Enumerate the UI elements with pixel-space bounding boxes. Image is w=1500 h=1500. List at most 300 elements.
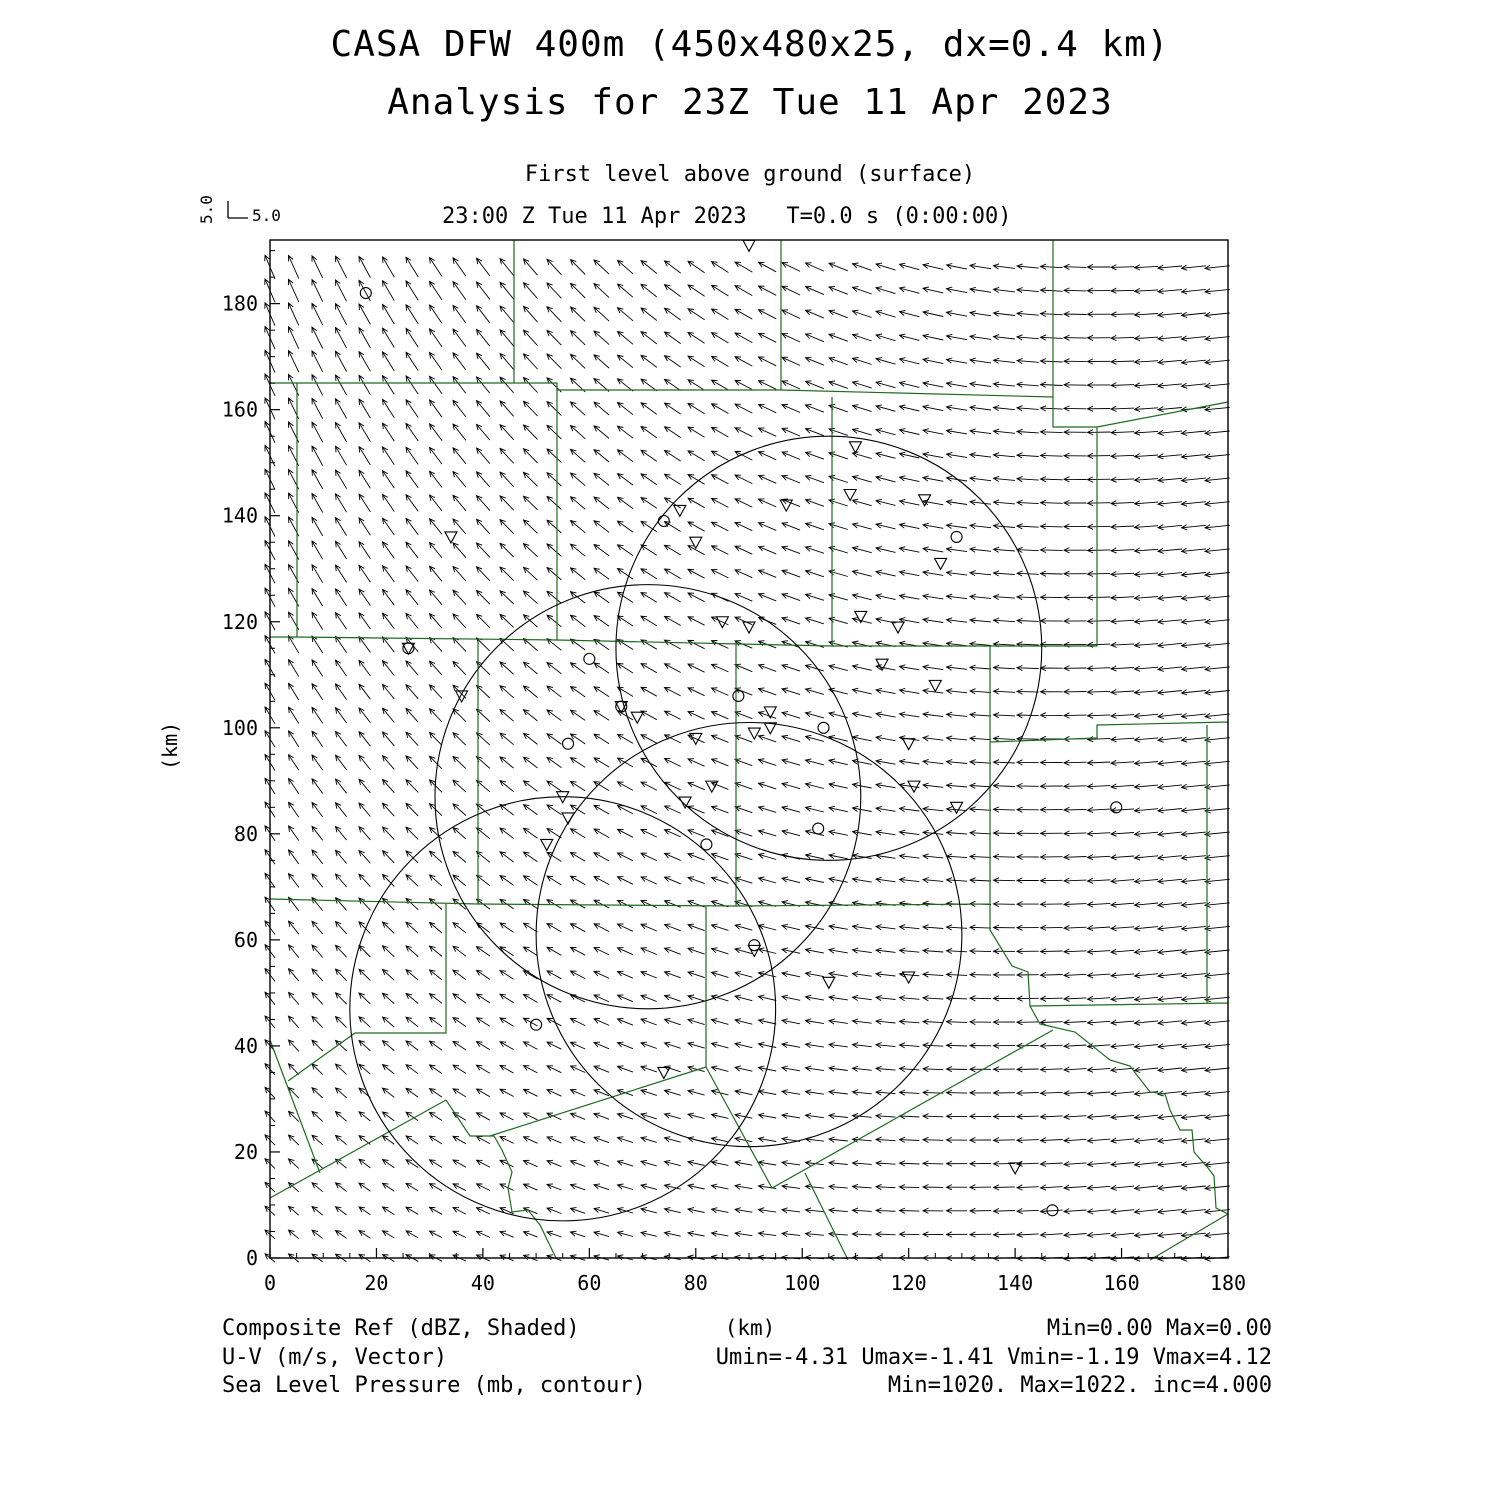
county-boundary [270,1040,320,1173]
wind-vector [477,353,490,370]
wind-vector [500,448,514,463]
wind-vector [383,376,395,395]
wind-vector [336,613,347,630]
wind-vector [641,427,657,438]
wind-vector [923,878,943,883]
wind-vector [876,358,896,365]
wind-vector [806,263,824,271]
wind-vector [430,424,443,441]
wind-vector [1205,454,1230,459]
wind-vector [1158,477,1182,482]
wind-vector [782,617,800,624]
wind-vector [1017,1114,1039,1119]
wind-vector [923,570,943,575]
wind-vector [430,970,443,980]
wind-vector [359,613,370,629]
wind-vector [477,424,490,440]
wind-vector [1135,1091,1159,1096]
wind-vector [1017,1067,1039,1072]
wind-vector [853,1066,872,1071]
wind-vector [336,1135,347,1144]
wind-vector [712,759,729,766]
wind-vector [806,594,824,601]
station-triangle [690,537,702,548]
wind-vector [289,1135,299,1145]
wind-vector [665,498,681,508]
station-triangle [903,972,915,983]
wind-vector [500,662,514,674]
wind-vector [1017,665,1039,670]
wind-vector [876,263,896,270]
wind-vector [477,496,490,511]
wind-vector [806,499,824,506]
wind-vector [618,948,634,955]
wind-vector [665,948,681,955]
wind-vector [1017,406,1039,411]
wind-vector [1064,1138,1087,1143]
wind-vector [289,850,299,864]
wind-vector [759,523,777,531]
wind-vector [829,310,848,318]
county-boundary [1053,397,1228,427]
wind-vector [947,287,968,293]
wind-vector [1111,1044,1134,1049]
wind-vector [430,400,443,417]
wind-vector [524,354,538,369]
wind-vector [970,453,991,458]
wind-vector [665,853,681,860]
wind-vector [876,925,896,930]
wind-vector [947,429,968,434]
wind-vector [806,712,824,718]
wind-vector [688,853,705,860]
wind-vector [453,1065,466,1073]
wind-vector [289,1016,299,1028]
wind-vector [618,1160,634,1166]
wind-vector [430,875,443,886]
wind-vector [1064,925,1087,930]
wind-vector [500,259,514,276]
wind-vector [970,476,991,481]
wind-vector [1041,382,1063,387]
wind-vector [853,1043,872,1048]
wind-vector [453,970,466,980]
wind-vector [1182,596,1206,601]
wind-vector [876,334,896,341]
wind-vector [923,736,943,741]
wind-vector [735,735,752,742]
wind-vector [712,1042,729,1048]
wind-vector [406,1065,418,1074]
wind-vector [336,1207,347,1215]
wind-vector [994,1161,1015,1166]
wind-vector [735,782,752,789]
wind-vector [571,402,586,415]
wind-vector [500,425,514,440]
wind-vector [782,924,800,930]
wind-vector [571,1160,586,1166]
wind-vector [712,877,729,884]
wind-vector [430,1160,443,1168]
wind-vector [594,1066,609,1073]
wind-vector [853,972,872,977]
wind-vector [876,310,896,317]
wind-vector [876,381,896,388]
wind-vector [571,568,586,580]
wind-vector [1111,501,1134,506]
wind-vector [1182,289,1206,294]
station-triangle [456,691,468,702]
wind-vector [688,522,705,531]
wind-vector [806,475,824,482]
wind-vector [994,665,1015,670]
wind-vector [665,1231,681,1236]
wind-vector [641,545,657,555]
wind-vector [500,994,514,1003]
wind-vector [336,803,347,817]
wind-vector [1158,1044,1182,1049]
wind-vector [312,1230,323,1238]
wind-vector [406,305,418,324]
wind-vector [688,664,705,672]
wind-vector [876,429,896,435]
wind-vector [1182,666,1206,671]
wind-vector [1017,1020,1039,1025]
wind-vector [1158,949,1182,954]
wind-vector [594,734,609,744]
wind-vector [594,829,609,838]
wind-vector [547,283,561,298]
wind-vector [430,994,443,1004]
level-label: First level above ground (surface) [524,162,976,187]
wind-vector [923,1208,943,1213]
wind-vector [383,518,395,535]
wind-vector [500,852,514,862]
wind-vector [1205,1233,1230,1238]
wind-vector [759,877,777,883]
wind-vector [571,876,586,885]
wind-vector [1205,1162,1230,1167]
wind-vector [665,664,681,673]
wind-vector [1111,454,1134,459]
wind-vector [289,826,299,841]
wind-vector [876,712,896,717]
wind-vector [618,331,634,344]
wind-vector [688,711,705,719]
wind-vector [500,1137,514,1144]
wind-vector [876,1066,896,1071]
wind-vector [1182,1233,1206,1238]
wind-vector [1088,335,1111,340]
wind-vector [336,874,347,887]
wind-vector [571,497,586,509]
wind-vector [947,452,968,457]
wind-vector [406,328,418,347]
footer-field-1-stats: Min=0.00 Max=0.00 [1046,1316,1272,1341]
wind-vector [406,566,418,582]
wind-vector [547,330,561,345]
station-circle [1111,802,1122,813]
wind-vector [1088,737,1111,742]
wind-vector [547,615,561,627]
wind-vector [641,948,657,955]
wind-vector [994,1138,1015,1143]
wind-vector [359,1159,370,1168]
wind-vector [735,1090,752,1095]
wind-vector [1041,996,1063,1001]
wind-vector [1158,1067,1182,1072]
wind-vector [1205,619,1230,624]
wind-vector [1088,1162,1111,1167]
wind-vector [641,284,657,297]
wind-vector [759,1113,777,1118]
wind-vector [500,543,514,557]
wind-vector [1088,571,1111,576]
wind-vector [1111,926,1134,931]
wind-vector [665,356,681,367]
y-tick-label: 60 [233,927,258,952]
wind-vector [547,568,561,580]
wind-vector [1135,690,1159,695]
wind-vector [665,285,681,297]
wind-vector [876,1232,896,1237]
wind-vector [500,1018,514,1026]
wind-vector [359,542,370,559]
wind-vector [665,1208,681,1213]
wind-vector [312,969,323,981]
wind-vector [970,736,991,741]
wind-vector [876,995,896,1000]
wind-vector [1205,926,1230,931]
wind-vector [453,1089,466,1097]
wind-vector [618,900,634,907]
wind-vector [947,925,968,930]
wind-vector [1158,336,1182,341]
wind-vector [289,874,299,888]
wind-vector [641,1160,657,1166]
wind-vector [665,995,681,1001]
wind-vector [406,780,418,793]
wind-vector [1064,264,1087,269]
wind-vector [524,923,538,932]
wind-vector [970,878,991,883]
wind-vector [1088,878,1111,883]
wind-vector [359,470,370,488]
wind-vector [1158,902,1182,907]
wind-vector [359,1017,370,1028]
wind-vector [1135,879,1159,884]
wind-vector [806,1043,824,1048]
wind-vector [876,972,896,977]
wind-vector [359,946,370,958]
wind-vector [665,688,681,696]
x-tick-label: 80 [683,1271,708,1295]
wind-vector [1088,1185,1111,1190]
wind-vector [406,590,418,605]
wind-vector [312,517,323,536]
wind-vector [1135,1185,1159,1190]
wind-vector [1135,406,1159,411]
county-boundary [736,646,990,906]
wind-vector [782,948,800,953]
wind-vector [383,1112,395,1121]
wind-vector [524,781,538,791]
wind-vector [759,404,777,412]
county-boundaries [270,240,1228,1260]
wind-vector [712,380,729,390]
wind-vector [853,665,872,671]
wind-vector [1182,478,1206,483]
wind-vector [641,403,657,415]
wind-vector [547,449,561,463]
county-boundary [270,1100,446,1198]
wind-vector [289,945,299,958]
y-tick-label: 20 [233,1139,258,1164]
wind-vector [782,475,800,483]
wind-vector [571,758,586,768]
wind-vector [312,327,323,348]
wind-vector [1158,430,1182,435]
wind-vector [406,851,418,863]
wind-vector [641,450,657,461]
wind-vector [806,1113,824,1118]
wind-vector [547,307,561,322]
wind-vector [1041,288,1063,293]
wind-vector [547,924,561,932]
wind-vector [524,401,538,416]
wind-vector [712,475,729,484]
wind-vector [735,546,752,554]
wind-vector [430,827,443,839]
wind-vector [947,1137,968,1142]
wind-vector [1205,949,1230,954]
wind-vector [994,453,1015,458]
wind-vector [312,755,323,770]
wind-vector [853,688,872,694]
wind-vector [430,899,443,910]
station-triangle [935,558,947,569]
wind-vector [1205,666,1230,671]
wind-vector [641,1184,657,1189]
wind-vector [1111,666,1134,671]
wind-vector [524,828,538,838]
wind-vector [923,382,943,388]
wind-vector [665,522,681,532]
wind-vector [453,1018,466,1027]
wind-vector [383,1207,395,1215]
wind-vector [1182,1067,1206,1072]
wind-vector [900,1066,920,1071]
wind-vector [618,877,634,885]
wind-vector [406,257,418,277]
wind-vector [712,427,729,437]
wind-vector [618,1113,634,1119]
wind-vector [994,925,1015,930]
wind-vector [1158,501,1182,506]
wind-vector [430,638,443,652]
wind-vector [1111,1114,1134,1119]
wind-vector [900,807,920,812]
reference-vector-icon [228,201,248,218]
wind-vector [571,1208,586,1214]
wind-vector [735,428,752,437]
wind-vector [477,567,490,581]
wind-vector [594,924,609,932]
wind-vector [712,451,729,460]
wind-vector [336,945,347,957]
wind-vector [947,948,968,953]
wind-vector [359,898,370,910]
wind-vector [1041,1043,1063,1048]
wind-vector [900,830,920,835]
wind-vector [430,448,443,465]
wind-vector [289,327,299,349]
wind-vector [594,450,609,462]
wind-vector [1111,1185,1134,1190]
wind-vector [665,332,681,344]
wind-vector [947,358,968,363]
station-triangle [743,240,755,251]
wind-vector [1111,737,1134,742]
wind-vector [806,546,824,553]
wind-vector [1064,430,1087,435]
wind-vector [594,971,609,978]
wind-vector [947,594,968,599]
wind-vector [735,806,752,813]
wind-vector [1088,406,1111,411]
wind-vector [641,474,657,485]
footer-field-3-name: Sea Level Pressure (mb, contour) [222,1373,646,1398]
wind-vector [1135,430,1159,435]
wind-vector [759,1161,777,1166]
wind-vector [876,1019,896,1024]
wind-vector [735,712,752,719]
wind-vector [594,758,609,767]
wind-vector [1205,713,1230,718]
reference-vector-u-label: 5.0 [252,206,281,225]
wind-vector [477,947,490,956]
wind-vector [618,1042,634,1049]
wind-vector [289,660,299,677]
wind-vector [477,258,490,276]
wind-vector [312,494,323,513]
wind-vector [641,1113,657,1119]
wind-vector [759,1208,777,1213]
y-tick-label: 160 [221,397,258,422]
wind-vector [806,759,824,765]
wind-vector [712,546,729,555]
wind-vector [312,850,323,864]
wind-vector [336,446,347,465]
wind-vector [712,333,729,343]
wind-vector [994,1232,1015,1237]
wind-vector [829,357,848,364]
wind-vector [712,924,729,930]
footer-field-3-stats: Min=1020. Max=1022. inc=4.000 [887,1373,1272,1398]
wind-vector [1111,1138,1134,1143]
wind-vector [289,1040,299,1051]
wind-vector [735,451,752,460]
wind-vector [1158,666,1182,671]
wind-vector [806,1184,824,1189]
wind-vector [406,803,418,816]
wind-vector [594,1042,609,1049]
wind-vector [853,1090,872,1095]
wind-vector [500,781,514,792]
wind-vector [735,971,752,977]
wind-vector [876,688,896,693]
wind-vector [782,1184,800,1189]
